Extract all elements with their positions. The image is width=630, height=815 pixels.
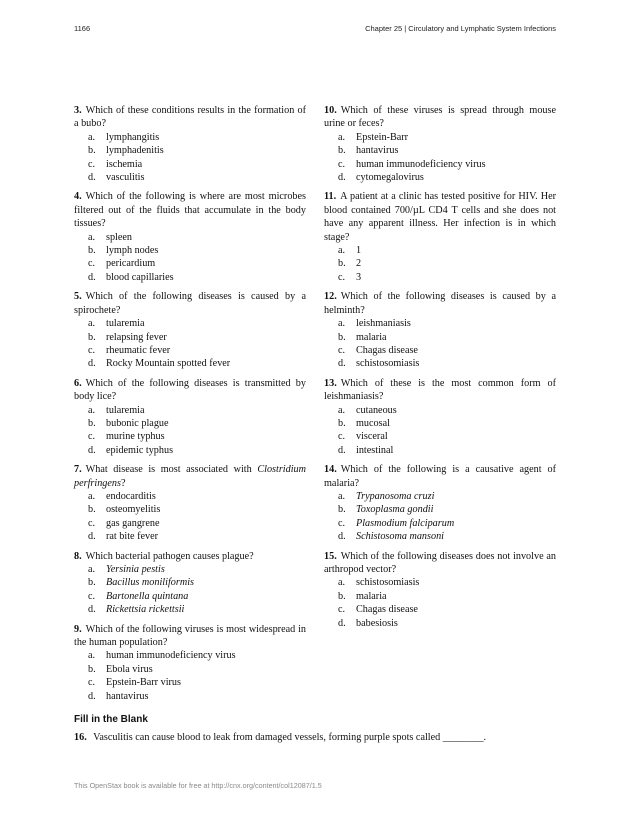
option-text: schistosomiasis	[356, 577, 420, 589]
option-text: Chagas disease	[356, 604, 418, 616]
option-text: osteomyelitis	[106, 504, 161, 516]
answer-option	[338, 244, 556, 257]
option-text: gas gangrene	[106, 517, 160, 529]
question-stem-end: ?	[120, 477, 126, 489]
option-letter: b.	[88, 663, 96, 675]
page-number: 1166	[74, 24, 91, 33]
question-16	[74, 731, 556, 744]
answer-options	[74, 649, 306, 703]
option-letter: b.	[88, 417, 96, 429]
answer-options	[324, 404, 556, 458]
question-number: 8.	[74, 550, 82, 562]
option-letter: c.	[338, 517, 346, 529]
answer-options	[324, 244, 556, 284]
answer-option	[88, 649, 306, 662]
option-letter: b.	[338, 145, 346, 157]
question-number: 6.	[74, 377, 82, 389]
option-text: pericardium	[106, 258, 156, 270]
option-letter: b.	[88, 504, 96, 516]
option-text: Chagas disease	[356, 344, 418, 356]
question-stem	[324, 550, 556, 577]
question-stem	[74, 550, 306, 563]
question-stem-text: Which of these conditions results in the formation of a bubo?	[74, 105, 306, 130]
answer-option	[338, 144, 556, 157]
option-letter: d.	[88, 271, 96, 283]
answer-option	[338, 317, 556, 330]
question-stem-italic: Clostridium perfringens	[74, 464, 306, 489]
question-stem-text: A patient at a clinic has tested positive for HIV. Her blood contained 700/µL CD4 T cells and she does not have any apparent illness. Her infection is in which stage?	[324, 191, 556, 243]
option-text: Bacillus moniliformis	[106, 577, 195, 589]
option-text: Ebola virus	[106, 663, 153, 675]
answer-option	[88, 158, 306, 171]
option-text: Rickettsia rickettsii	[106, 604, 185, 616]
option-letter: b.	[338, 590, 346, 602]
option-letter: d.	[88, 531, 96, 543]
answer-option	[88, 271, 306, 284]
answer-option	[338, 490, 556, 503]
question-stem-text: Which bacterial pathogen causes plague?	[85, 550, 254, 562]
option-letter: d.	[338, 172, 346, 184]
question-number: 13.	[324, 377, 337, 389]
option-letter: a.	[88, 564, 96, 575]
option-text: lymphangitis	[106, 131, 160, 143]
chapter-title: Chapter 25 | Circulatory and Lymphatic System Infections	[365, 24, 556, 33]
question-number: 11.	[324, 191, 337, 203]
question-stem	[324, 104, 556, 131]
option-text: hantavirus	[106, 690, 149, 702]
option-text: 3	[356, 271, 362, 283]
section-title-fill-in-the-blank: Fill in the Blank	[74, 714, 148, 725]
question-stem-text: Which of the following is where are most microbes filtered out of the fluids that accumulate in the body tissues?	[74, 191, 306, 230]
answer-option	[338, 576, 556, 589]
option-text: rheumatic fever	[106, 344, 171, 356]
answer-option	[88, 344, 306, 357]
question-block	[324, 550, 556, 630]
answer-option	[338, 603, 556, 616]
answer-option	[88, 603, 306, 616]
question-stem: Vasculitis can cause blood to leak from damaged vessels, forming purple spots called ________.	[93, 732, 487, 743]
question-stem	[74, 104, 306, 131]
answer-options	[74, 490, 306, 544]
answer-option	[338, 590, 556, 603]
answer-option	[88, 430, 306, 443]
option-letter: a.	[88, 404, 96, 416]
question-number: 3.	[74, 105, 82, 116]
option-text: spleen	[106, 231, 133, 243]
option-letter: c.	[338, 431, 346, 443]
answer-option	[88, 530, 306, 543]
option-letter: b.	[88, 331, 96, 343]
answer-option	[88, 663, 306, 676]
answer-options	[324, 576, 556, 630]
question-number: 15.	[324, 550, 337, 562]
option-text: endocarditis	[106, 490, 156, 502]
question-stem	[324, 377, 556, 404]
option-letter: d.	[88, 690, 96, 702]
option-text: ischemia	[106, 158, 143, 170]
option-text: Yersinia pestis	[106, 564, 165, 575]
left-question-column	[74, 104, 306, 709]
answer-option	[88, 357, 306, 370]
question-block	[74, 463, 306, 543]
answer-option	[88, 144, 306, 157]
answer-option	[88, 444, 306, 457]
answer-option	[88, 690, 306, 703]
answer-option	[338, 404, 556, 417]
option-text: 2	[356, 258, 362, 270]
option-text: 1	[356, 245, 362, 257]
option-letter: c.	[88, 431, 96, 443]
answer-options	[74, 231, 306, 285]
option-letter: d.	[338, 531, 346, 543]
option-letter: c.	[88, 344, 96, 356]
option-text: malaria	[356, 590, 387, 602]
answer-options	[74, 317, 306, 371]
question-stem-text: Which of these is the most common form of leishmaniasis?	[324, 377, 556, 403]
question-block	[324, 104, 556, 184]
question-block	[74, 290, 306, 370]
question-number: 12.	[324, 291, 337, 303]
question-stem-text: Which of the following diseases is caused by a helminth?	[324, 291, 556, 316]
option-letter: b.	[88, 577, 96, 589]
option-text: intestinal	[356, 444, 394, 456]
option-text: human immunodeficiency virus	[106, 650, 236, 662]
answer-option	[338, 503, 556, 516]
page-header	[74, 24, 556, 38]
answer-option	[88, 676, 306, 689]
question-stem	[74, 290, 306, 317]
option-letter: d.	[338, 358, 346, 370]
option-letter: a.	[338, 577, 346, 589]
option-letter: c.	[88, 590, 96, 602]
option-letter: b.	[88, 245, 96, 257]
option-letter: a.	[88, 231, 96, 243]
option-letter: b.	[338, 504, 346, 516]
option-text: Rocky Mountain spotted fever	[106, 358, 231, 370]
option-letter: a.	[338, 131, 346, 143]
option-text: rat bite fever	[106, 531, 159, 543]
question-stem-text: Which of the following viruses is most widespread in the human population?	[74, 623, 306, 649]
option-letter: c.	[88, 677, 96, 689]
option-letter: d.	[88, 358, 96, 370]
answer-option	[338, 530, 556, 543]
answer-option	[338, 131, 556, 144]
option-letter: b.	[338, 258, 346, 270]
answer-option	[338, 430, 556, 443]
answer-option	[338, 331, 556, 344]
question-number: 9.	[74, 623, 82, 635]
option-text: relapsing fever	[106, 331, 167, 343]
option-text: Schistosoma mansoni	[356, 531, 445, 543]
option-text: cutaneous	[356, 404, 397, 416]
question-block	[324, 290, 556, 370]
option-letter: d.	[88, 444, 96, 456]
option-letter: a.	[338, 490, 346, 502]
answer-options	[324, 490, 556, 544]
question-number: 4.	[74, 191, 82, 203]
question-block	[324, 377, 556, 457]
answer-options	[74, 404, 306, 458]
answer-option	[338, 271, 556, 284]
answer-option	[88, 576, 306, 589]
answer-options	[74, 563, 306, 617]
option-text: hantavirus	[356, 145, 399, 157]
question-number: 14.	[324, 464, 337, 476]
question-stem	[324, 463, 556, 490]
question-stem-text: What disease is most associated with	[85, 464, 258, 476]
option-text: malaria	[356, 331, 387, 343]
question-block	[324, 463, 556, 543]
question-stem	[74, 623, 306, 650]
option-text: Bartonella quintana	[106, 590, 189, 602]
option-text: cytomegalovirus	[356, 172, 424, 184]
answer-option	[338, 344, 556, 357]
option-text: Trypanosoma cruzi	[356, 490, 435, 502]
option-letter: a.	[338, 245, 346, 257]
answer-option	[88, 590, 306, 603]
option-text: schistosomiasis	[356, 358, 420, 370]
option-text: epidemic typhus	[106, 444, 174, 456]
option-letter: c.	[338, 271, 346, 283]
answer-option	[338, 171, 556, 184]
question-block	[74, 190, 306, 284]
answer-options	[324, 131, 556, 185]
option-letter: d.	[338, 617, 346, 629]
question-number: 5.	[74, 291, 82, 303]
question-block	[74, 377, 306, 457]
answer-options	[324, 317, 556, 371]
answer-option	[88, 417, 306, 430]
answer-option	[338, 444, 556, 457]
question-stem-text: Which of these viruses is spread through mouse urine or feces?	[324, 105, 556, 130]
option-letter: a.	[88, 131, 96, 143]
question-stem-text: Which of the following is a causative agent of malaria?	[324, 464, 556, 489]
answer-option	[338, 517, 556, 530]
option-text: lymph nodes	[106, 245, 159, 257]
answer-option	[88, 517, 306, 530]
question-stem-text: Which of the following diseases does not involve an arthropod vector?	[324, 550, 556, 575]
option-text: human immunodeficiency virus	[356, 158, 486, 170]
question-stem-text: Which of the following diseases is transmitted by body lice?	[74, 377, 306, 403]
question-block	[324, 190, 556, 284]
question-block	[74, 623, 306, 703]
option-text: babesiosis	[356, 617, 398, 629]
option-text: mucosal	[356, 417, 390, 429]
option-letter: a.	[88, 490, 96, 502]
option-text: murine typhus	[106, 431, 165, 443]
option-letter: a.	[338, 318, 346, 330]
question-block	[74, 104, 306, 184]
option-letter: d.	[88, 172, 96, 184]
option-letter: a.	[88, 650, 96, 662]
option-letter: c.	[338, 158, 346, 170]
answer-option	[88, 131, 306, 144]
question-number: 10.	[324, 105, 337, 116]
question-stem	[74, 377, 306, 404]
right-question-column	[324, 104, 556, 636]
answer-option	[338, 617, 556, 630]
answer-option	[338, 357, 556, 370]
question-block	[74, 550, 306, 617]
option-text: blood capillaries	[106, 271, 174, 283]
option-letter: a.	[338, 404, 346, 416]
answer-option	[88, 257, 306, 270]
option-letter: d.	[338, 444, 346, 456]
option-text: tularemia	[106, 318, 145, 330]
option-text: Epstein-Barr	[356, 131, 409, 143]
question-stem	[74, 190, 306, 230]
answer-option	[88, 490, 306, 503]
option-letter: c.	[88, 517, 96, 529]
option-letter: c.	[338, 344, 346, 356]
answer-option	[88, 404, 306, 417]
answer-option	[338, 417, 556, 430]
option-text: visceral	[356, 431, 388, 443]
question-stem	[324, 190, 556, 244]
option-letter: d.	[88, 604, 96, 616]
option-text: Epstein-Barr virus	[106, 677, 181, 689]
answer-options	[74, 131, 306, 185]
answer-option	[88, 563, 306, 576]
question-stem	[324, 290, 556, 317]
option-text: bubonic plague	[106, 417, 169, 429]
answer-option	[88, 244, 306, 257]
question-stem-text: Which of the following diseases is caused by a spirochete?	[74, 291, 306, 316]
answer-option	[338, 158, 556, 171]
question-number: 7.	[74, 464, 82, 476]
option-text: tularemia	[106, 404, 145, 416]
question-number: 16.	[74, 732, 87, 743]
option-letter: b.	[338, 417, 346, 429]
option-text: vasculitis	[106, 172, 145, 184]
answer-option	[88, 331, 306, 344]
option-text: Toxoplasma gondii	[356, 504, 434, 516]
option-letter: b.	[338, 331, 346, 343]
option-letter: c.	[338, 604, 346, 616]
option-letter: a.	[88, 318, 96, 330]
answer-option	[88, 171, 306, 184]
option-text: lymphadenitis	[106, 145, 164, 157]
answer-option	[88, 317, 306, 330]
option-text: leishmaniasis	[356, 318, 411, 330]
option-letter: b.	[88, 145, 96, 157]
option-letter: c.	[88, 158, 96, 170]
page-footer: This OpenStax book is available for free at http://cnx.org/content/col12087/1.5	[74, 781, 322, 790]
option-text: Plasmodium falciparum	[356, 517, 455, 529]
answer-option	[88, 231, 306, 244]
answer-option	[88, 503, 306, 516]
question-stem	[74, 463, 306, 490]
answer-option	[338, 257, 556, 270]
option-letter: c.	[88, 258, 96, 270]
